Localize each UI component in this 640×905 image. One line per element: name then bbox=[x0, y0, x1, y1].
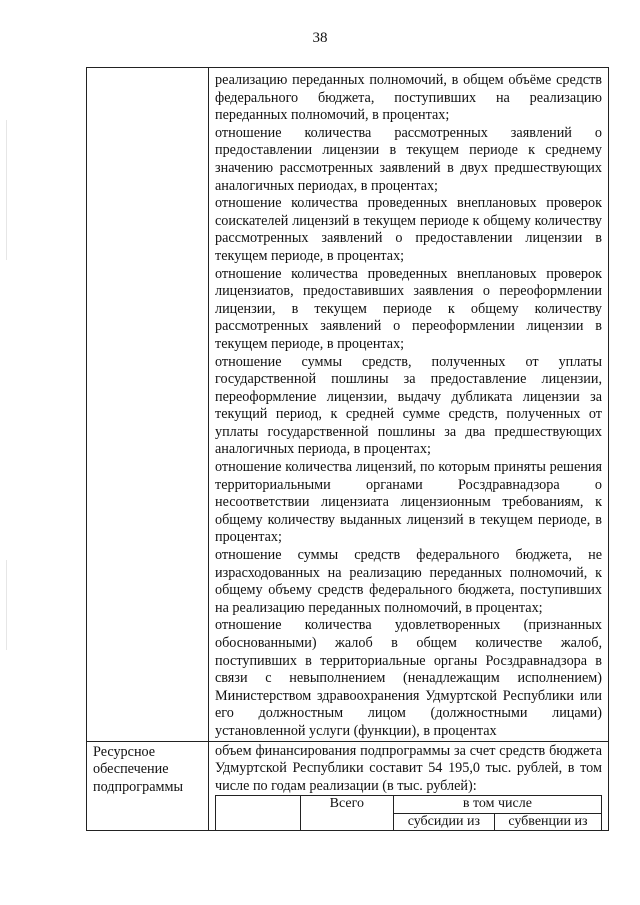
indicator-paragraph: отношение количества лицензий, по которым приняты решения территориальными органами Росздравнадзора о несоответствии лицензиата лицензионным требованиям, к общему количеству выданных лицензий в текущем периоде, в процентах; bbox=[215, 459, 602, 546]
page-number: 38 bbox=[312, 30, 328, 46]
resources-label: Ресурсное обеспечение подпрограммы bbox=[87, 741, 209, 831]
resources-row bbox=[87, 741, 609, 831]
indicator-paragraph: отношение количества рассмотренных заявлений о предоставлении лицензии в текущем периоде к среднему значению рассмотренных заявлений в двух предшествующих аналогичных периодах, в процентах; bbox=[215, 124, 602, 194]
funding-table-subsidies-header: субсидии из bbox=[393, 813, 494, 831]
funding-table bbox=[215, 795, 602, 831]
resources-content-cell bbox=[209, 741, 609, 831]
indicators-row bbox=[87, 68, 609, 742]
funding-table-total-header: Всего bbox=[300, 796, 393, 831]
funding-table-year-header bbox=[216, 796, 301, 831]
indicator-paragraph: отношение количества удовлетворенных (признанных обоснованными) жалоб в общем количестве жалоб, поступивших в территориальные органы Росздравнадзора в связи с невыполнением (ненадлежащим исполнением) Министерством здравоохранения Удмуртской Республики или его должностным лицом (должностными лицами) установленной услуги (функции), в процентах bbox=[215, 617, 602, 739]
funding-table-subventions-header: субвенции из bbox=[494, 813, 601, 831]
page-bottom-margin bbox=[86, 836, 609, 905]
funding-description: объем финансирования подпрограммы за счет средств бюджета Удмуртской Республики составит 54 195,0 тыс. рублей, в том числе по годам реализации (в тыс. рублей): bbox=[215, 742, 602, 794]
indicator-paragraph: отношение количества проведенных внеплановых проверок соискателей лицензий в текущем периоде к общему количеству рассмотренных заявлений о предоставлении лицензии в текущем периоде, в процентах; bbox=[215, 195, 602, 264]
indicators-label-cell bbox=[87, 68, 209, 742]
indicators-content-cell bbox=[209, 68, 609, 742]
subprogram-passport-table bbox=[86, 67, 609, 831]
scan-edge-mark bbox=[6, 120, 7, 260]
indicator-paragraph: отношение суммы средств, полученных от уплаты государственной пошлины за предоставление лицензии, переоформление лицензии, выдачу дубликата лицензии за текущий период, к средней сумме средств, полученных от уплаты государственной пошлины за два предшествующих аналогичных периода, в процентах; bbox=[215, 353, 602, 458]
scan-edge-mark bbox=[6, 560, 7, 650]
indicator-paragraph: реализацию переданных полномочий, в общем объёме средств федерального бюджета, поступивших на реализацию переданных полномочий, в процентах; bbox=[215, 72, 602, 124]
funding-table-header-row bbox=[216, 796, 602, 814]
indicator-paragraph: отношение количества проведенных внеплановых проверок лицензиатов, предоставивших заявления о переоформлении лицензии, в текущем периоде к общему количеству рассмотренных заявлений о переоформлении лицензии в текущем периоде, в процентах; bbox=[215, 265, 602, 352]
indicator-paragraph: отношение суммы средств федерального бюджета, не израсходованных на реализацию переданных полномочий, к общему объему средств федерального бюджета, поступивших на реализацию переданных полномочий, в процентах; bbox=[215, 547, 602, 616]
funding-table-including-header: в том числе bbox=[393, 796, 601, 814]
